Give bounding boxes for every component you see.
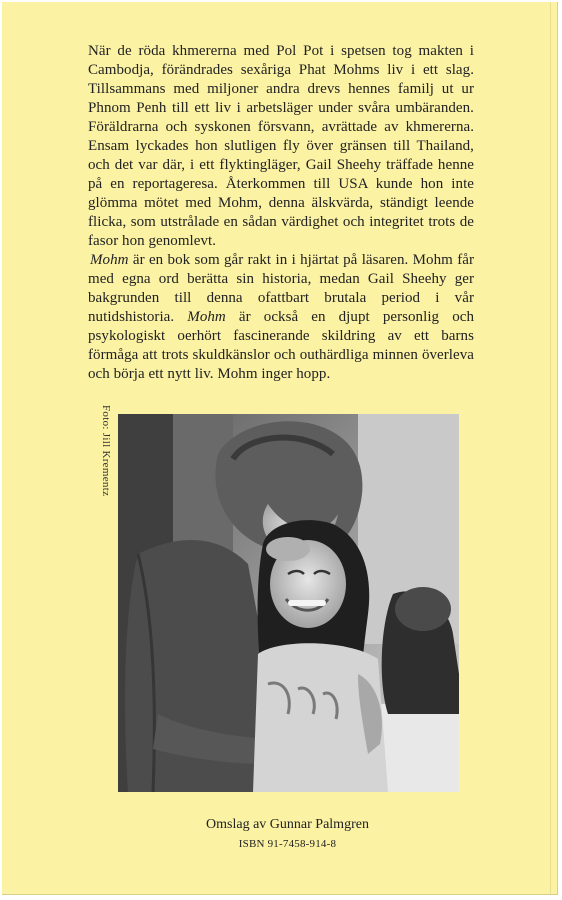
photo-credit: Foto: Jill Krementz xyxy=(100,405,112,497)
blurb-paragraph-1: När de röda khmererna med Pol Pot i spetsen tog makten i Cambodja, förändrades sexåriga Phat Mohms liv i ett slag. Tillsammans med miljoner andra drevs hennes familj ut ur Phnom Penh till ett liv i arbetsläger under svåra umbäranden. Föräldrarna och syskonen försvann, avrättade av khmererna. Ensam lyckades hon slutligen fly över gränsen till Thailand, och det var där, i ett flyktingläger, Gail Sheehy träffade henne på en reportageresa. Återkommen till USA kunde hon inte glömma mötet med Mohm, denna älskvärda, ständigt leende flicka, som utstrålade en sådan värdighet och integritet trots de fasor hon genomlevt. xyxy=(88,43,474,249)
book-title-italic: Mohm xyxy=(90,252,129,268)
cover-photo xyxy=(118,414,459,792)
blurb-text xyxy=(88,42,474,384)
blurb-paragraph-2 xyxy=(88,251,474,384)
cover-designer-credit: Omslag av Gunnar Palmgren xyxy=(206,817,369,832)
blurb-paragraph-2-part-a: är en bok som går rakt in i hjärtat på läsaren. Mohm får med egna ord berätta sin historia, medan Gail Sheehy ger bakgrunden till denna ofattbart brutala period i vår nutidshistoria. xyxy=(88,252,474,325)
book-title-italic-2: Mohm xyxy=(187,309,226,325)
book-back-cover xyxy=(2,2,558,895)
isbn-number: ISBN 91-7458-914-8 xyxy=(238,838,337,850)
photo-illustration xyxy=(118,414,459,792)
blurb-paragraph-2-part-b: är också en djupt personlig och psykologiskt oerhört fascinerande skildring av ett barns förmåga att trots skuldkänslor och outhärdliga minnen överleva och börja ett nytt liv. Mohm inger hopp. xyxy=(88,309,475,382)
